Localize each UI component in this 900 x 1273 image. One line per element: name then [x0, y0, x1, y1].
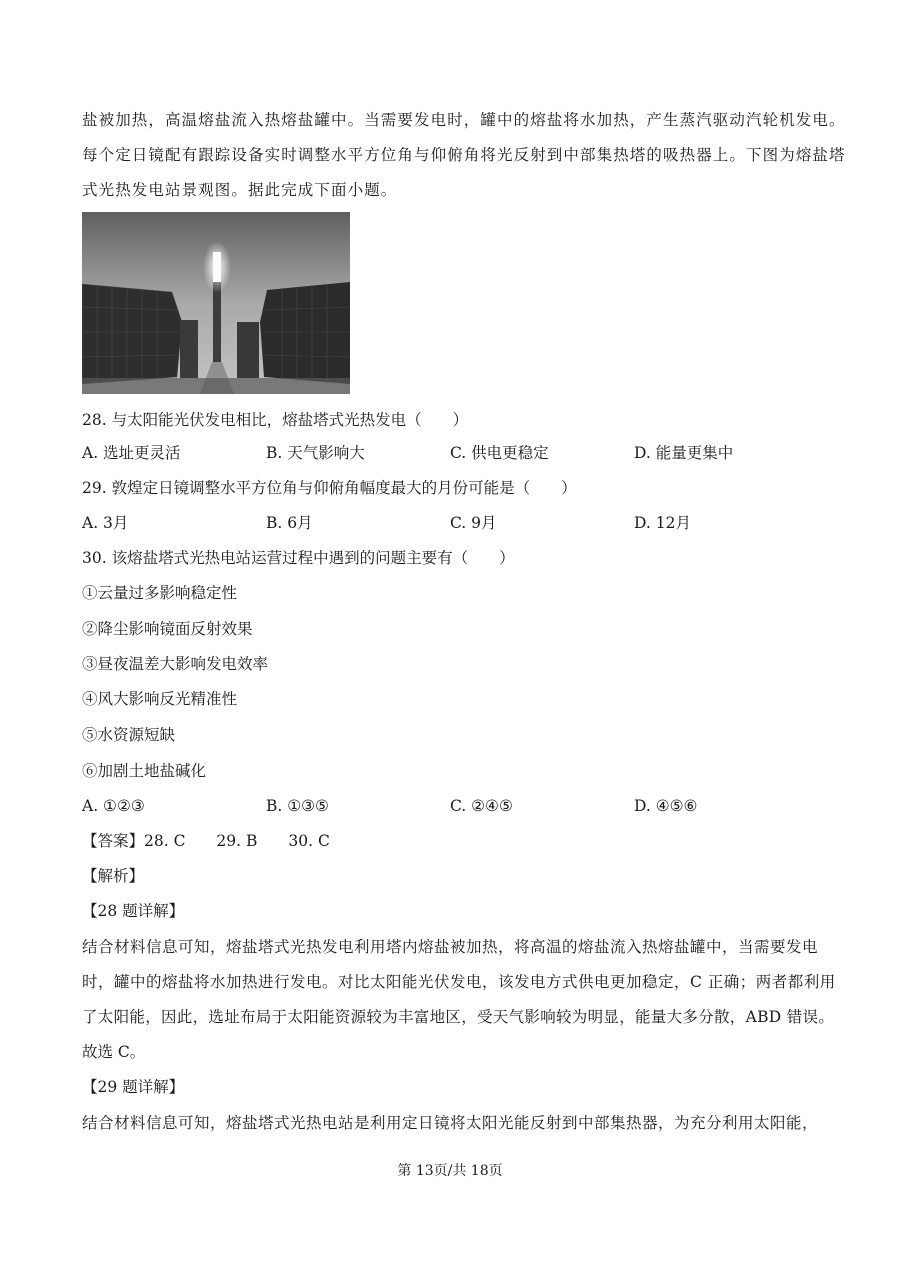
detail-29-heading: 【29 题详解】	[82, 1078, 185, 1096]
answer-line: 【答案】28. C 29. B 30. C	[82, 832, 330, 850]
question-30-stem: 30. 该熔盐塔式光热电站运营过程中遇到的问题主要有（ ）	[82, 549, 515, 567]
q30-item-2: ②降尘影响镜面反射效果	[82, 620, 253, 638]
q28-option-a: A. 选址更灵活	[82, 444, 181, 462]
detail-28-heading: 【28 题详解】	[82, 902, 185, 920]
intro-line-2: 每个定日镜配有跟踪设备实时调整水平方位角与仰俯角将光反射到中部集热塔的吸热器上。下图为熔盐塔	[82, 146, 846, 164]
q29-option-b: B. 6月	[266, 514, 313, 532]
intro-line-1: 盐被加热，高温熔盐流入热熔盐罐中。当需要发电时，罐中的熔盐将水加热，产生蒸汽驱动汽轮机发电。	[82, 111, 846, 129]
q29-option-a: A. 3月	[82, 514, 129, 532]
q29-option-c: C. 9月	[450, 514, 497, 532]
power-station-photo	[82, 212, 350, 394]
power-station-illustration	[82, 212, 350, 394]
q29-option-d: D. 12月	[634, 514, 691, 532]
q30-option-a: A. ①②③	[82, 797, 145, 815]
detail-28-line-3: 了太阳能，因此，选址布局于太阳能资源较为丰富地区，受天气影响较为明显，能量大多分散，ABD 错误。	[82, 1008, 835, 1026]
q30-option-b: B. ①③⑤	[266, 797, 329, 815]
q28-option-d: D. 能量更集中	[634, 444, 734, 462]
detail-28-line-4: 故选 C。	[82, 1043, 146, 1061]
question-28-stem: 28. 与太阳能光伏发电相比，熔盐塔式光热发电（ ）	[82, 411, 469, 429]
q30-option-c: C. ②④⑤	[450, 797, 513, 815]
q30-item-6: ⑥加剧土地盐碱化	[82, 762, 207, 780]
page-footer: 第 13页/共 18页	[397, 1163, 503, 1179]
detail-28-line-2: 时，罐中的熔盐将水加热进行发电。对比太阳能光伏发电，该发电方式供电更加稳定，C 正确；两者都利用	[82, 973, 836, 991]
analysis-label: 【解析】	[82, 867, 145, 885]
detail-29-line-1: 结合材料信息可知，熔盐塔式光热电站是利用定日镜将太阳光能反射到中部集热器，为充分利用太阳能，	[82, 1114, 819, 1132]
q30-item-5: ⑤水资源短缺	[82, 726, 176, 744]
detail-28-line-1: 结合材料信息可知，熔盐塔式光热发电利用塔内熔盐被加热，将高温的熔盐流入热熔盐罐中，当需要发电	[82, 938, 819, 956]
q28-option-b: B. 天气影响大	[266, 444, 365, 462]
q30-item-3: ③昼夜温差大影响发电效率	[82, 655, 269, 673]
q30-option-d: D. ④⑤⑥	[634, 797, 698, 815]
intro-line-3: 式光热发电站景观图。据此完成下面小题。	[82, 181, 398, 199]
q30-item-4: ④风大影响反光精准性	[82, 690, 238, 708]
question-29-stem: 29. 敦煌定日镜调整水平方位角与仰俯角幅度最大的月份可能是（ ）	[82, 479, 577, 497]
q30-item-1: ①云量过多影响稳定性	[82, 584, 238, 602]
q28-option-c: C. 供电更稳定	[450, 444, 549, 462]
